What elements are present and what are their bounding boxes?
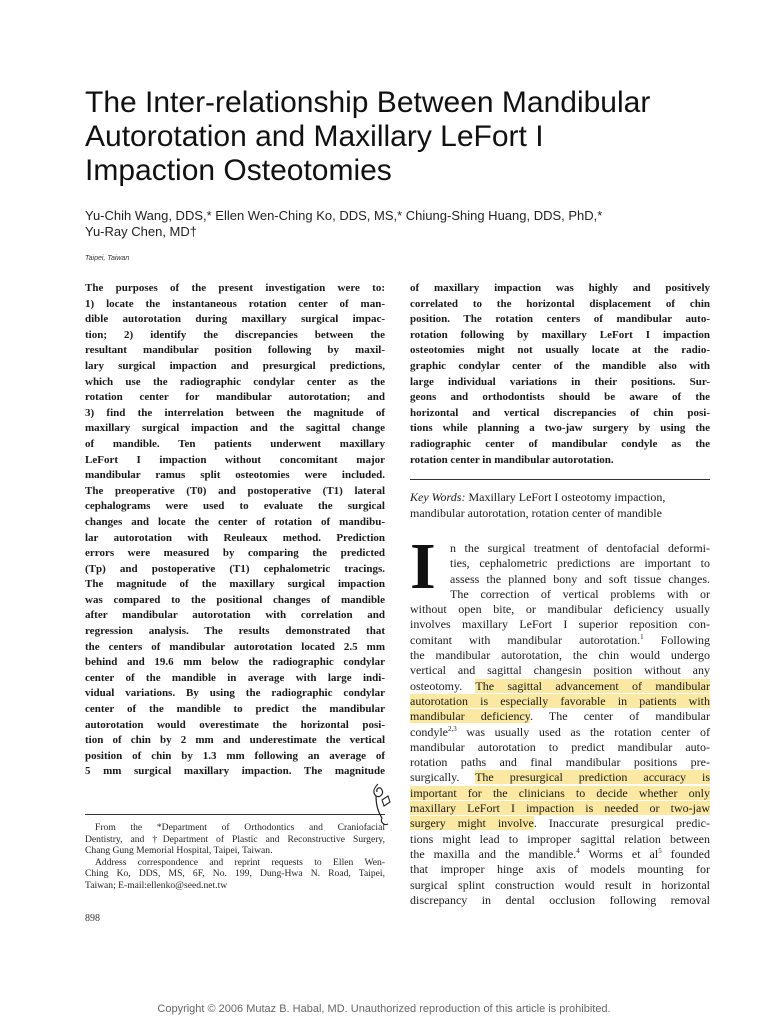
highlighted-text: maxillary LeFort I impaction is needed or two-jaw xyxy=(410,801,710,816)
abstract-line: dible autorotation during maxillary surgical impac- xyxy=(85,313,385,326)
keywords-text: Maxillary LeFort I osteotomy impaction, xyxy=(468,490,666,504)
body-line: discrepancy in dental occlusion following removal xyxy=(410,892,710,907)
title-line: Impaction Osteotomies xyxy=(85,154,392,187)
body-line xyxy=(410,725,710,740)
abstract-line: changes and locate the center of rotation of mandibu- xyxy=(85,515,385,528)
body-line xyxy=(410,679,710,694)
abstract-line: (Tp) and postoperative (T1) cephalometric tracings. xyxy=(85,562,385,575)
abstract-line: which use the radiographic condylar center as the xyxy=(85,375,385,388)
body-line xyxy=(410,847,710,862)
abstract-line: tion of chin by 2 mm and underestimate the vertical xyxy=(85,734,385,747)
abstract-line: rotation center for mandibular autorotation; and xyxy=(85,391,385,404)
abstract-column-right xyxy=(410,281,710,468)
body-text: . Inaccurate presurgical predic- xyxy=(533,816,710,831)
abstract-line: The preoperative (T0) and postoperative (T1) lateral xyxy=(85,484,385,497)
body-line: the mandibular autorotation, the chin would undergo xyxy=(410,648,710,663)
abstract-line: correlated to the horizontal displacement of chin xyxy=(410,297,710,310)
abstract-line: graphic condylar center of the mandible also with xyxy=(410,359,710,372)
body-line xyxy=(410,770,710,785)
body-text: osteotomy. xyxy=(410,678,476,693)
article-title xyxy=(85,86,725,188)
highlighted-text: surgery might involve xyxy=(410,816,534,831)
abstract-line: geons and orthodontists should be aware of the xyxy=(410,391,710,404)
body-text: condyle xyxy=(410,724,448,739)
body-text: Following xyxy=(643,632,710,647)
abstract-line: large individual variations in their positions. Sur- xyxy=(410,375,710,388)
author-line: Yu-Chih Wang, DDS,* Ellen Wen-Ching Ko, DDS, MS,* Chiung-Shing Huang, DDS, PhD,* xyxy=(85,208,603,223)
location-label: Taipei, Taiwan xyxy=(85,255,130,262)
author-list xyxy=(85,208,725,240)
body-line xyxy=(410,709,710,724)
abstract-line: cephalograms were used to evaluate the surgical xyxy=(85,500,385,513)
abstract-line: 5 mm surgical maxillary impaction. The magnitude xyxy=(85,765,385,778)
body-text: founded xyxy=(661,846,710,861)
footnote-line: Address correspondence and reprint requests to Ellen Wen- xyxy=(95,856,385,868)
abstract-line: rotation following by maxillary LeFort I impaction xyxy=(410,328,710,341)
abstract-line: mandibular ramus split osteotomies were included. xyxy=(85,469,385,482)
body-line xyxy=(410,786,710,801)
body-line: vertical and sagittal changesin position without any xyxy=(410,663,710,678)
body-line: mandibular autorotation to predict mandibular auto- xyxy=(410,739,710,754)
body-line: The correction of vertical problems with or xyxy=(450,586,710,601)
abstract-line: LeFort I impaction without concomitant major xyxy=(85,453,385,466)
abstract-line: tion; 2) identify the discrepancies between the xyxy=(85,328,385,341)
abstract-line: of mandible. Ten patients underwent maxillary xyxy=(85,437,385,450)
copyright-notice: Copyright © 2006 Mutaz B. Habal, MD. Unauthorized reproduction of this article is prohibited. xyxy=(157,1003,611,1015)
highlighted-text: mandibular deficiency xyxy=(410,709,530,724)
abstract-line: autorotation would overestimate the horizontal posi- xyxy=(85,718,385,731)
body-text: surgically. xyxy=(410,770,476,785)
abstract-line: was compared to the positional changes of mandible xyxy=(85,593,385,606)
footnote-line: Dentistry, and †Department of Plastic and Reconstructive Surgery, xyxy=(85,833,385,845)
abstract-line: tions while planning a two-jaw surgery by using the xyxy=(410,422,710,435)
title-line: Autorotation and Maxillary LeFort I xyxy=(85,120,544,153)
highlighted-text: The sagittal advancement of mandibular xyxy=(475,678,710,693)
body-line: assess the planned bony and soft tissue changes. xyxy=(450,571,710,586)
abstract-line: 1) locate the instantaneous rotation center of man- xyxy=(85,297,385,310)
body-text: comitant with mandibular autorotation. xyxy=(410,632,641,647)
abstract-line: The purposes of the present investigation were to: xyxy=(85,282,385,294)
body-text: the maxilla and the mandible. xyxy=(410,846,577,861)
body-line: involves maxillary LeFort I superior reposition con- xyxy=(410,617,710,632)
body-line xyxy=(410,816,710,831)
body-line xyxy=(410,801,710,816)
abstract-line: after mandibular autorotation with correlation and xyxy=(85,609,385,622)
body-line: rotation paths and final mandibular positions pre- xyxy=(410,755,710,770)
body-line: without open bite, or mandibular deficiency usually xyxy=(410,602,710,617)
abstract-line: The magnitude of the maxillary surgical impaction xyxy=(85,578,385,591)
drop-cap: I xyxy=(410,530,436,603)
abstract-line: resultant mandibular position following by maxil- xyxy=(85,344,385,357)
body-line: surgical splint construction would result in horizontal xyxy=(410,877,710,892)
abstract-line: rotation center in mandibular autorotation. xyxy=(410,453,614,466)
abstract-divider xyxy=(410,479,710,480)
footnote-divider xyxy=(85,814,385,815)
abstract-line: maxillary surgical impaction and the sagittal change xyxy=(85,422,385,435)
citation-ref: 5 xyxy=(658,846,662,855)
abstract-line: horizontal and vertical discrepancies of chin posi- xyxy=(410,406,710,419)
intro-body xyxy=(410,541,710,908)
abstract-column-left xyxy=(85,281,385,780)
footnote-email-line: Taiwan; E-mail:ellenko@seed.net.tw xyxy=(85,879,228,891)
footnote-line: Ching Ko, DDS, MS, 6F, No. 199, Dung-Hwa N. Road, Taipei, xyxy=(85,868,385,879)
footnote-line: Chang Gung Memorial Hospital, Taipei, Taiwan. xyxy=(85,845,273,856)
body-line: that improper hinge axis of models mounting for xyxy=(410,862,710,877)
highlighted-text: autorotation is especially favorable in patients with xyxy=(410,693,710,708)
body-line xyxy=(410,694,710,709)
body-text: was usually used as the rotation center of xyxy=(456,724,710,739)
title-line: The Inter-relationship Between Mandibular xyxy=(85,86,651,119)
affiliation-footnote xyxy=(85,822,385,891)
citation-ref: 4 xyxy=(576,846,580,855)
keywords-label: Key Words: xyxy=(410,490,466,504)
abstract-line: vidual variations. By using the radiographic condylar xyxy=(85,687,385,700)
keywords xyxy=(410,490,710,521)
abstract-line: osteotomies might not usually locate at the radio- xyxy=(410,344,710,357)
highlighted-text: The presurgical prediction accuracy is xyxy=(475,770,711,785)
body-line: ties, cephalometric predictions are important to xyxy=(450,556,710,571)
body-line xyxy=(410,633,710,648)
abstract-line: lar autorotation with Reuleaux method. Prediction xyxy=(85,531,385,544)
page-number: 898 xyxy=(85,913,100,924)
body-line: n the surgical treatment of dentofacial deformi- xyxy=(450,541,710,555)
footnote-line: From the *Department of Orthodontics and Craniofacial xyxy=(95,822,385,833)
highlighted-text: important for the clinicians to decide whether only xyxy=(410,785,710,800)
keywords-text: mandibular autorotation, rotation center of mandible xyxy=(410,505,662,520)
abstract-line: radiographic center of mandibular condyle as the xyxy=(410,437,710,450)
citation-ref: 1 xyxy=(640,632,644,641)
body-text: . The center of mandibular xyxy=(530,709,710,724)
abstract-line: behind and 19.6 mm below the radiographic condylar xyxy=(85,656,385,669)
abstract-line: 3) find the interrelation between the magnitude of xyxy=(85,406,385,419)
abstract-line: lary surgical impaction and presurgical predictions, xyxy=(85,359,385,372)
abstract-line: of maxillary impaction was highly and positively xyxy=(410,282,710,294)
abstract-line: errors were measured by comparing the predicted xyxy=(85,547,385,560)
body-line: tions might lead to improper sagittal relation between xyxy=(410,831,710,846)
abstract-line: the centers of mandibular autorotation located 2.5 mm xyxy=(85,640,385,653)
author-line: Yu-Ray Chen, MD† xyxy=(85,224,197,239)
citation-ref: 2,3 xyxy=(448,724,457,733)
abstract-line: center of the mandible in average with large indi- xyxy=(85,671,385,684)
abstract-line: center of the mandible to predict the mandibular xyxy=(85,703,385,716)
abstract-line: regression analysis. The results demonstrated that xyxy=(85,625,385,638)
abstract-line: position. The rotation centers of mandibular auto- xyxy=(410,313,710,326)
abstract-line: position of chin by 1.3 mm following an average of xyxy=(85,749,385,762)
body-text: Worms et al xyxy=(579,846,659,861)
